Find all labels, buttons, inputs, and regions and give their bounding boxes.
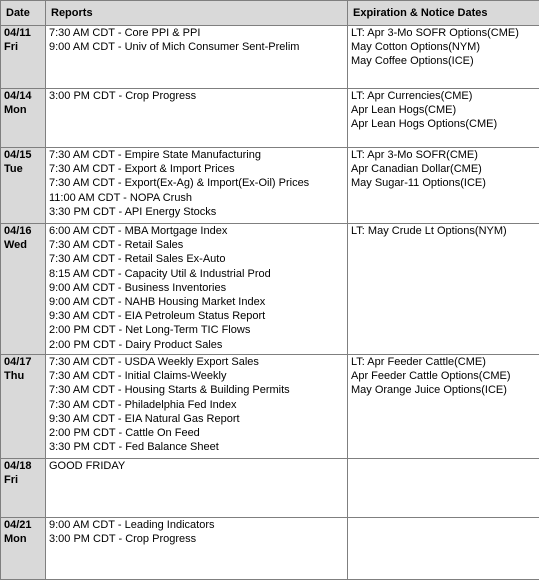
date-cell bbox=[1, 26, 46, 89]
expiration-item: May Orange Juice Options(ICE) bbox=[351, 383, 536, 397]
report-item: 7:30 AM CDT - Philadelphia Fed Index bbox=[49, 398, 344, 412]
date-label: 04/21 bbox=[4, 518, 42, 532]
report-item: 7:30 AM CDT - Core PPI & PPI bbox=[49, 26, 344, 40]
table-row bbox=[1, 26, 539, 89]
reports-cell bbox=[46, 224, 348, 355]
reports-column-header: Reports bbox=[46, 1, 348, 26]
report-item: 2:00 PM CDT - Dairy Product Sales bbox=[49, 338, 344, 352]
day-label: Mon bbox=[4, 103, 42, 117]
table-row bbox=[1, 459, 539, 518]
expirations-cell bbox=[348, 148, 539, 224]
date-column-header: Date bbox=[1, 1, 46, 26]
table-row bbox=[1, 89, 539, 148]
expiration-item: LT: Apr 3-Mo SOFR Options(CME) bbox=[351, 26, 536, 40]
reports-cell bbox=[46, 518, 348, 580]
expiration-item: LT: May Crude Lt Options(NYM) bbox=[351, 224, 536, 238]
header-row bbox=[1, 1, 539, 26]
day-label: Mon bbox=[4, 532, 42, 546]
report-item: 9:00 AM CDT - NAHB Housing Market Index bbox=[49, 295, 344, 309]
expiration-item: May Coffee Options(ICE) bbox=[351, 54, 536, 68]
date-cell bbox=[1, 89, 46, 148]
table-row bbox=[1, 224, 539, 355]
report-item: 9:30 AM CDT - EIA Petroleum Status Report bbox=[49, 309, 344, 323]
expirations-cell bbox=[348, 89, 539, 148]
expirations-cell bbox=[348, 518, 539, 580]
date-cell bbox=[1, 224, 46, 355]
table-row bbox=[1, 355, 539, 459]
day-label: Fri bbox=[4, 40, 42, 54]
report-item: 3:00 PM CDT - Crop Progress bbox=[49, 89, 344, 103]
expiration-item: LT: Apr 3-Mo SOFR(CME) bbox=[351, 148, 536, 162]
report-item: GOOD FRIDAY bbox=[49, 459, 344, 473]
expirations-cell bbox=[348, 26, 539, 89]
report-item: 7:30 AM CDT - Retail Sales bbox=[49, 238, 344, 252]
expiration-item: Apr Canadian Dollar(CME) bbox=[351, 162, 536, 176]
report-item: 7:30 AM CDT - Initial Claims-Weekly bbox=[49, 369, 344, 383]
reports-cell bbox=[46, 89, 348, 148]
date-cell bbox=[1, 518, 46, 580]
reports-cell bbox=[46, 355, 348, 459]
report-item: 7:30 AM CDT - Housing Starts & Building Permits bbox=[49, 383, 344, 397]
reports-cell bbox=[46, 459, 348, 518]
expiration-item: Apr Lean Hogs(CME) bbox=[351, 103, 536, 117]
report-item: 7:30 AM CDT - Export & Import Prices bbox=[49, 162, 344, 176]
table-row bbox=[1, 148, 539, 224]
date-label: 04/14 bbox=[4, 89, 42, 103]
report-item: 7:30 AM CDT - Retail Sales Ex-Auto bbox=[49, 252, 344, 266]
day-label: Wed bbox=[4, 238, 42, 252]
expirations-cell bbox=[348, 224, 539, 355]
expirations-column-header: Expiration & Notice Dates bbox=[348, 1, 539, 26]
day-label: Fri bbox=[4, 473, 42, 487]
expiration-item: Apr Feeder Cattle Options(CME) bbox=[351, 369, 536, 383]
report-item: 7:30 AM CDT - Export(Ex-Ag) & Import(Ex-Oil) Prices bbox=[49, 176, 344, 190]
date-cell bbox=[1, 459, 46, 518]
day-label: Thu bbox=[4, 369, 42, 383]
reports-cell bbox=[46, 26, 348, 89]
expiration-item: LT: Apr Feeder Cattle(CME) bbox=[351, 355, 536, 369]
report-item: 9:00 AM CDT - Business Inventories bbox=[49, 281, 344, 295]
expirations-cell bbox=[348, 459, 539, 518]
reports-cell bbox=[46, 148, 348, 224]
report-item: 11:00 AM CDT - NOPA Crush bbox=[49, 191, 344, 205]
calendar-body bbox=[1, 26, 539, 580]
day-label: Tue bbox=[4, 162, 42, 176]
report-item: 3:00 PM CDT - Crop Progress bbox=[49, 532, 344, 546]
expiration-item: LT: Apr Currencies(CME) bbox=[351, 89, 536, 103]
expiration-item: May Cotton Options(NYM) bbox=[351, 40, 536, 54]
report-item: 3:30 PM CDT - Fed Balance Sheet bbox=[49, 440, 344, 454]
expiration-item: Apr Lean Hogs Options(CME) bbox=[351, 117, 536, 131]
date-label: 04/16 bbox=[4, 224, 42, 238]
date-label: 04/15 bbox=[4, 148, 42, 162]
report-item: 7:30 AM CDT - USDA Weekly Export Sales bbox=[49, 355, 344, 369]
report-item: 3:30 PM CDT - API Energy Stocks bbox=[49, 205, 344, 219]
date-label: 04/17 bbox=[4, 355, 42, 369]
report-item: 8:15 AM CDT - Capacity Util & Industrial Prod bbox=[49, 267, 344, 281]
report-item: 9:00 AM CDT - Leading Indicators bbox=[49, 518, 344, 532]
table-row bbox=[1, 518, 539, 580]
report-item: 9:30 AM CDT - EIA Natural Gas Report bbox=[49, 412, 344, 426]
expiration-item: May Sugar-11 Options(ICE) bbox=[351, 176, 536, 190]
report-item: 2:00 PM CDT - Cattle On Feed bbox=[49, 426, 344, 440]
date-cell bbox=[1, 355, 46, 459]
report-item: 7:30 AM CDT - Empire State Manufacturing bbox=[49, 148, 344, 162]
report-item: 6:00 AM CDT - MBA Mortgage Index bbox=[49, 224, 344, 238]
date-label: 04/11 bbox=[4, 26, 42, 40]
expirations-cell bbox=[348, 355, 539, 459]
date-label: 04/18 bbox=[4, 459, 42, 473]
report-item: 2:00 PM CDT - Net Long-Term TIC Flows bbox=[49, 323, 344, 337]
report-item: 9:00 AM CDT - Univ of Mich Consumer Sent-Prelim bbox=[49, 40, 344, 54]
date-cell bbox=[1, 148, 46, 224]
